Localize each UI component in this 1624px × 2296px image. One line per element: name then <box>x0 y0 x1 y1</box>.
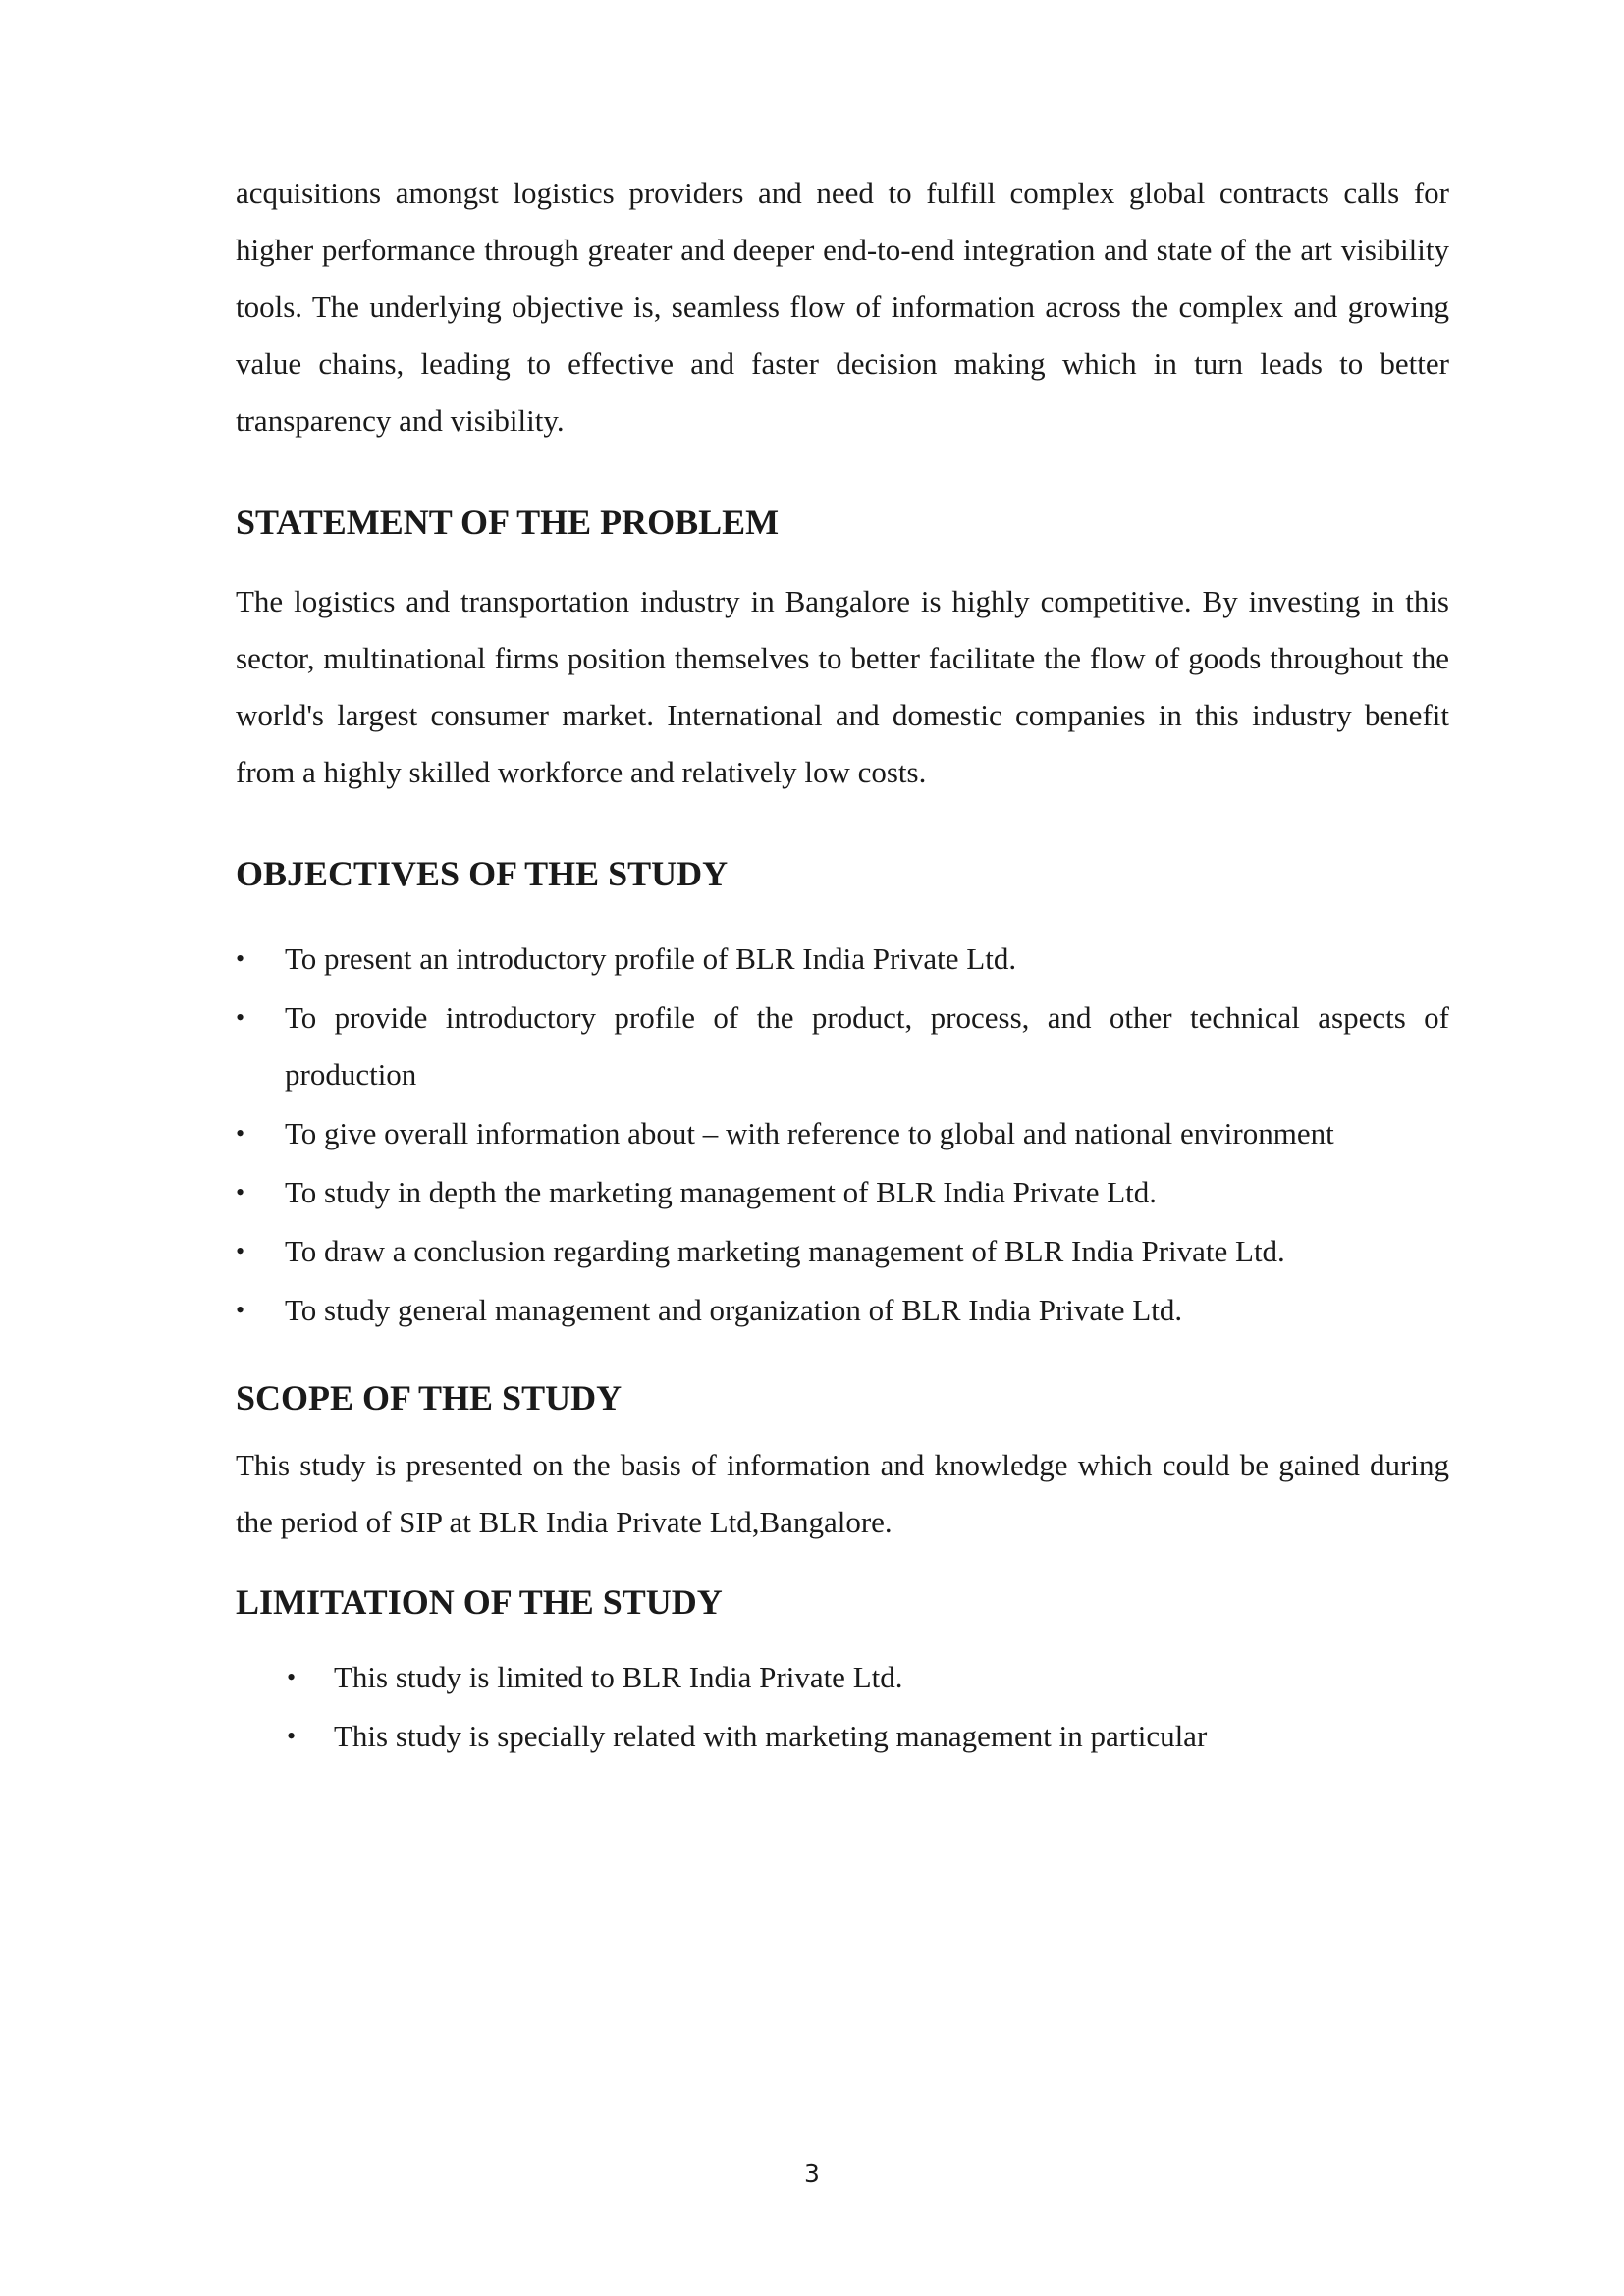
list-item <box>236 1649 1449 1706</box>
list-item-text: To study general management and organization of BLR India Private Ltd. <box>285 1293 1183 1327</box>
list-item <box>236 1105 1449 1162</box>
bullet-icon: • <box>236 1119 245 1148</box>
limitation-heading: LIMITATION OF THE STUDY <box>236 1582 723 1622</box>
list-item-text: To give overall information about – with reference to global and national environment <box>285 1116 1334 1150</box>
list-item <box>236 1164 1449 1221</box>
bullet-icon: • <box>287 1722 297 1750</box>
objectives-list <box>236 931 1449 1339</box>
list-item-text: To draw a conclusion regarding marketing management of BLR India Private Ltd. <box>285 1234 1285 1268</box>
list-item-text: To provide introductory profile of the product, process, and other technical aspects of production <box>285 1000 1449 1092</box>
bullet-icon: • <box>287 1663 297 1691</box>
objectives-heading: OBJECTIVES OF THE STUDY <box>236 854 729 893</box>
scope-paragraph: This study is presented on the basis of information and knowledge which could be gained during the period of SIP at BLR India Private Ltd,Bangalore. <box>236 1448 1449 1539</box>
list-item <box>236 1708 1449 1765</box>
scope-heading: SCOPE OF THE STUDY <box>236 1378 623 1417</box>
list-item <box>236 1223 1449 1280</box>
bullet-icon: • <box>236 1003 245 1032</box>
page-number: 3 <box>804 2160 820 2188</box>
list-item <box>236 989 1449 1103</box>
statement-heading: STATEMENT OF THE PROBLEM <box>236 503 780 542</box>
bullet-icon: • <box>236 1296 245 1324</box>
page-content <box>236 165 1449 1767</box>
list-item-text: To present an introductory profile of BLR India Private Ltd. <box>285 941 1017 976</box>
intro-paragraph: acquisitions amongst logistics providers and need to fulfill complex global contracts calls for higher performance through greater and deeper end-to-end integration and state of the art visibility tools. The underlying objective is, seamless flow of information across the complex and growing value chains, leading to effective and faster decision making which in turn leads to better transparency and visibility. <box>236 176 1449 438</box>
list-item-text: To study in depth the marketing management of BLR India Private Ltd. <box>285 1175 1158 1209</box>
statement-paragraph: The logistics and transportation industry in Bangalore is highly competitive. By investing in this sector, multinational firms position themselves to better facilitate the flow of goods throughout the world's largest consumer market. International and domestic companies in this industry benefit from a highly skilled workforce and relatively low costs. <box>236 584 1449 789</box>
list-item-text: This study is limited to BLR India Private Ltd. <box>334 1660 903 1694</box>
bullet-icon: • <box>236 1178 245 1206</box>
bullet-icon: • <box>236 1237 245 1265</box>
bullet-icon: • <box>236 944 245 973</box>
limitation-list <box>236 1649 1449 1765</box>
list-item <box>236 931 1449 988</box>
list-item-text: This study is specially related with marketing management in particular <box>334 1719 1208 1753</box>
list-item <box>236 1282 1449 1339</box>
